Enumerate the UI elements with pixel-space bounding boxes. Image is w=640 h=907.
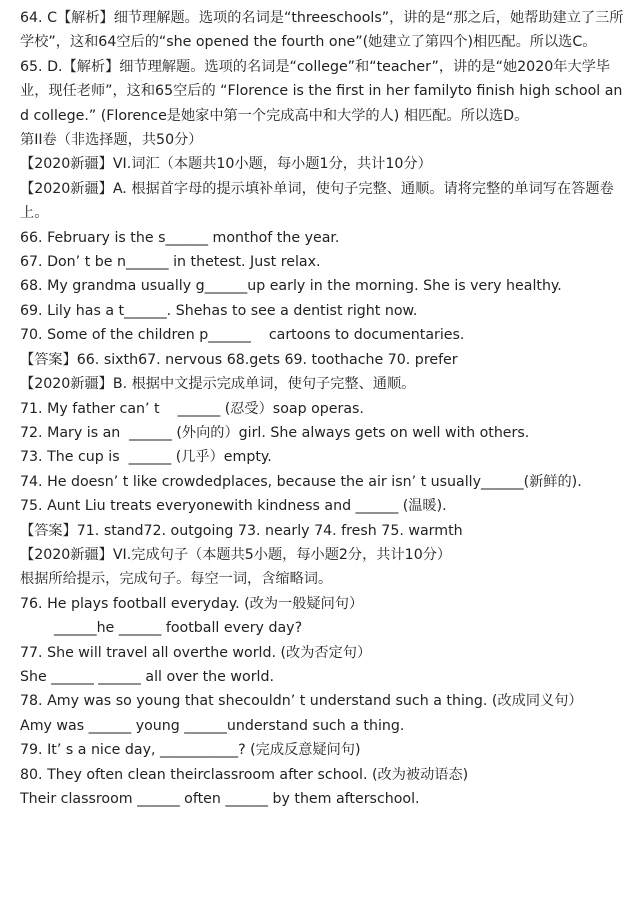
vocabulary-section-heading: 【2020新疆】VI.词汇（本题共10小题，每小题1分，共计10分） <box>20 156 432 173</box>
answer-key-71-75: 【答案】71. stand72. outgoing 73. nearly 74. fresh 75. warmth <box>20 522 463 539</box>
question-76-blank: ______he ______ football every day? <box>54 620 303 637</box>
question-66: 66. February is the s______ monthof the year. <box>20 229 340 246</box>
answer-65-explanation: 65. D.【解析】细节理解题。选项的名词是“college”和“teacher”，讲的是“她2020年大学毕业，现任老师”，这和65空后的 “Florence is the first in her familyto finish high school and college.” (Florence是她家中第一个完成高中和大学的人) 相匹配。所以选D。 <box>20 58 623 124</box>
answer-64-explanation: 64. C【解析】细节理解题。选项的名词是“threeschools”，讲的是“那之后，她帮助建立了三所学校”，这和64空后的“she opened the fourth one”(她建立了第四个)相匹配。所以选C。 <box>20 10 624 51</box>
question-72: 72. Mary is an ______ (外向的）girl. She always gets on well with others. <box>20 424 530 441</box>
question-68: 68. My grandma usually g______up early in the morning. She is very healthy. <box>20 278 562 295</box>
sentence-completion-instructions: 根据所给提示，完成句子。每空一词，含缩略词。 <box>20 571 333 588</box>
question-80-blank: Their classroom ______ often ______ by them afterschool. <box>20 791 420 807</box>
question-71: 71. My father can’ t ______ (忍受）soap operas. <box>20 400 364 417</box>
answer-key-66-70: 【答案】66. sixth67. nervous 68.gets 69. toothache 70. prefer <box>20 351 458 368</box>
section-heading-part-2: 第II卷（非选择题，共50分） <box>20 132 203 149</box>
question-75: 75. Aunt Liu treats everyonewith kindness and ______ (温暖). <box>20 498 447 515</box>
question-80: 80. They often clean theirclassroom after school. (改为被动语态) <box>20 766 469 783</box>
question-77-blank: She ______ ______ all over the world. <box>20 668 274 685</box>
part-b-instructions: 【2020新疆】B. 根据中文提示完成单词，使句子完整、通顺。 <box>20 376 416 393</box>
sentence-completion-heading: 【2020新疆】VI.完成句子（本题共5小题，每小题2分，共计10分） <box>20 546 452 563</box>
question-74: 74. He doesn’ t like crowdedplaces, because the air isn’ t usually______(新鲜的). <box>20 473 582 490</box>
question-77: 77. She will travel all overthe world. (改为否定句） <box>20 644 372 661</box>
question-78-blank: Amy was ______ young ______understand such a thing. <box>20 717 405 734</box>
question-76: 76. He plays football everyday. (改为一般疑问句） <box>20 595 364 612</box>
question-69: 69. Lily has a t______. Shehas to see a dentist right now. <box>20 302 418 319</box>
question-70: 70. Some of the children p______ cartoons to documentaries. <box>20 327 465 344</box>
question-67: 67. Don’ t be n______ in thetest. Just relax. <box>20 254 321 271</box>
question-73: 73. The cup is ______ (几乎）empty. <box>20 449 272 466</box>
question-79: 79. It’ s a nice day, ___________? (完成反意疑问句) <box>20 742 361 759</box>
question-78: 78. Amy was so young that shecouldn’ t understand such a thing. (改成同义句） <box>20 693 583 710</box>
part-a-instructions: 【2020新疆】A. 根据首字母的提示填补单词，使句子完整、通顺。请将完整的单词写在答题卷上。 <box>20 180 614 222</box>
